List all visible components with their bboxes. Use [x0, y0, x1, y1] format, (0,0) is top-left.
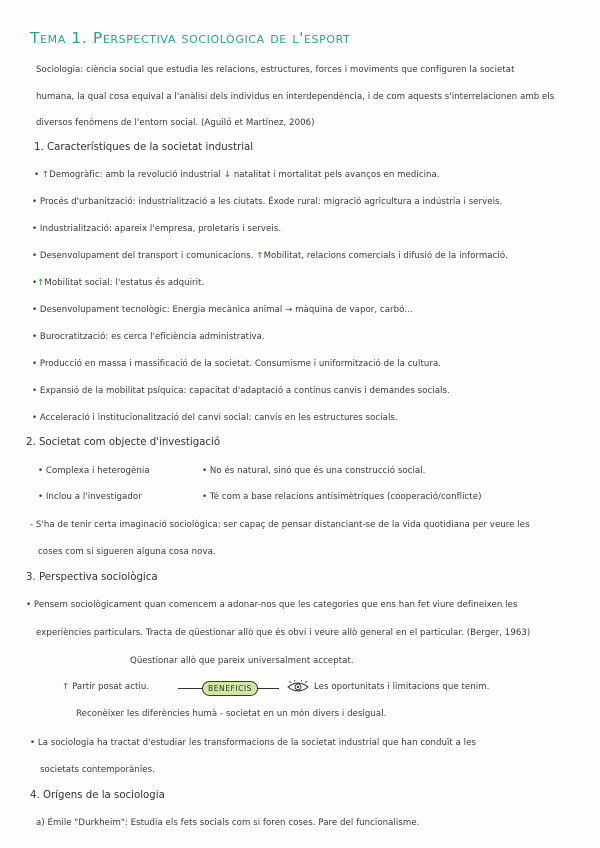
bullet-transport [32, 251, 508, 261]
benefit-active-text: Partir posat actiu. [72, 682, 150, 692]
bullet-social-mobility-text: Mobilitat social: l'estatus és adquirit. [44, 278, 205, 288]
bullet-social-mobility [32, 278, 204, 288]
section-3-heading: 3. Perspectiva sociològica [26, 572, 158, 583]
bullet-industrialization: • Industrialització: apareix l'empresa, proletaris i serveis. [32, 224, 282, 234]
trait-relations: • Té com a base relacions antisimètriques (cooperació/conflicte) [202, 492, 482, 502]
bullet-transport-text-2: Mobilitat, relacions comercials i difusió de la informació. [263, 251, 508, 261]
section-2-heading: 2. Societat com objecte d'investigació [26, 437, 221, 448]
bullet-mark: • [32, 278, 38, 288]
trait-researcher: • Inclou a l'investigador [38, 492, 142, 502]
section-1-heading: 1. Característiques de la societat industrial [34, 142, 254, 153]
bullet-technology: • Desenvolupament tecnològic: Energia mecànica animal → màquina de vapor, carbó... [32, 305, 413, 315]
trait-complex: • Complexa i heterogènia [38, 466, 150, 476]
bullet-psychic-mobility: • Expansió de la mobilitat psíquica: capacitat d'adaptació a continus canvis i demandes socials. [32, 386, 450, 396]
trait-construction: • No és natural, sinó que és una construcció social. [202, 466, 426, 476]
intro-line-3: diversos fenòmens de l'entorn social. (Aguiló et Martínez, 2006) [36, 118, 315, 128]
page-title: Tema 1. Perspectiva sociològica de l'esport [30, 29, 351, 47]
intro-line-2: humana, la qual cosa equival a l'anàlisi dels individus en interdependència, i de com aquests s'interrelacionen amb els [36, 92, 555, 102]
up-arrow-icon: ↑ [62, 682, 70, 692]
perspective-line-2: experiències particulars. Tracta de qüestionar allò que és obvi i veure allò general en el particular. (Berger, 1963) [36, 628, 531, 638]
benefits-badge: BENEFICIS [202, 681, 258, 696]
section-4-heading: 4. Orígens de la sociologia [30, 790, 165, 801]
bullet-bureaucratization: • Burocratització: es cerca l'eficiència administrativa. [32, 332, 265, 342]
origin-durkheim: a) Émile "Durkheim": Estudia els fets socials com si foren coses. Pare del funcionalisme. [36, 818, 420, 828]
bullet-mark: • [34, 170, 42, 180]
perspective-line-1: • Pensem sociològicament quan comencem a adonar-nos que les categories que ens han fet viure defineixen les [26, 600, 518, 610]
bullet-demographic-text: Demogràfic: amb la revolució industrial [49, 170, 221, 180]
benefit-active [62, 682, 149, 692]
eye-icon [286, 680, 310, 694]
up-arrow-icon: ↑ [37, 278, 45, 288]
bullet-demographic-text-2: natalitat i mortalitat pels avanços en medicina. [233, 170, 440, 180]
connector-line-left [178, 688, 202, 689]
bullet-mass-production: • Producció en massa i massificació de la societat. Consumisme i uniformització de la cultura. [32, 359, 442, 369]
bullet-demographic [34, 170, 440, 180]
up-arrow-icon: ↑ [41, 170, 50, 180]
intro-line-1: Sociologia: ciència social que estudia les relacions, estructures, forces i moviments que configuren la societat [36, 65, 515, 75]
up-arrow-icon: ↑ [256, 251, 264, 261]
transformations-line-2: societats contemporànies. [40, 765, 155, 775]
imagination-line-2: coses com si sigueren alguna cosa nova. [38, 547, 216, 557]
benefit-opportunities: Les oportunitats i limitacions que tenim. [314, 682, 490, 692]
bullet-transport-text: • Desenvolupament del transport i comunicacions. [32, 251, 254, 261]
imagination-line-1: - S'ha de tenir certa imaginació sociològica: ser capaç de pensar distanciant-se de la vida quotidiana per veure les [30, 520, 530, 530]
down-arrow-icon: ↓ [223, 170, 232, 180]
transformations-line-1: • La sociologia ha tractat d'estudiar les transformacions de la societat industrial que han conduït a les [30, 738, 476, 748]
benefit-differences: Reconèixer les diferències humà - societat en un món divers i desigual. [76, 709, 387, 719]
connector-line-right [257, 688, 279, 689]
bullet-acceleration: • Acceleració i institucionalització del canvi social: canvis en les estructures socials. [32, 413, 398, 423]
bullet-urbanization: • Procés d'urbanització: industrialització a les ciutats. Èxode rural: migració agricultura a indústria i serveis. [32, 197, 503, 207]
benefit-question: Qüestionar allò que pareix universalment acceptat. [130, 656, 354, 666]
